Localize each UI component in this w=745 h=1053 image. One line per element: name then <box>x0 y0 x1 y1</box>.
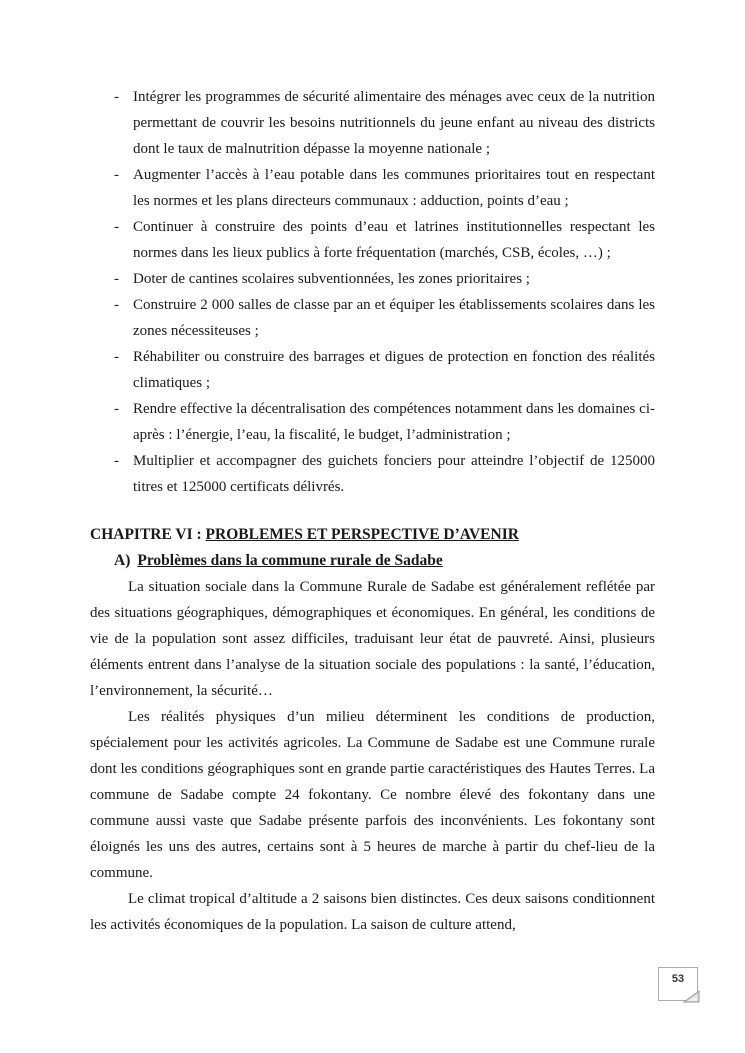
bullet-dash: - <box>114 453 119 469</box>
bullet-dash: - <box>114 89 119 105</box>
list-item-text: Continuer à construire des points d’eau et latrines institutionnelles respectant les normes dans les lieux publics à forte fréquentation (marchés, CSB, écoles, …) ; <box>133 219 655 261</box>
bullet-list <box>90 84 655 500</box>
paragraph: La situation sociale dans la Commune Rurale de Sadabe est généralement reflétée par des situations géographiques, démographiques et économiques. En général, les conditions de vie de la population sont assez difficiles, traduisant leur état de pauvreté. Ainsi, plusieurs éléments entrent dans l’analyse de la situation sociale des populations : la santé, l’éducation, l’environnement, la sécurité… <box>90 579 655 699</box>
section-label: A) <box>114 552 131 569</box>
list-item <box>90 344 655 396</box>
chapter-prefix: CHAPITRE VI : <box>90 526 206 543</box>
list-item <box>90 84 655 162</box>
list-item <box>90 266 655 292</box>
chapter-heading <box>90 522 655 548</box>
list-item-text: Doter de cantines scolaires subventionnées, les zones prioritaires ; <box>133 271 530 287</box>
paragraph: Les réalités physiques d’un milieu déterminent les conditions de production, spécialement pour les activités agricoles. La Commune de Sadabe est une Commune rurale dont les conditions géographiques sont en grande partie caractéristiques des Hautes Terres. La commune de Sadabe compte 24 fokontany. Ce nombre élevé des fokontany dans une commune aussi vaste que Sadabe présente parfois des inconvénients. Les fokontany sont éloignés les uns des autres, certains sont à 5 heures de marche à partir du chef-lieu de la commune. <box>90 709 655 881</box>
list-item-text: Réhabiliter ou construire des barrages et digues de protection en fonction des réalités climatiques ; <box>133 349 655 391</box>
page-number-box <box>658 967 698 1001</box>
list-item <box>90 396 655 448</box>
bullet-dash: - <box>114 167 119 183</box>
bullet-dash: - <box>114 401 119 417</box>
paragraph: Le climat tropical d’altitude a 2 saisons bien distinctes. Ces deux saisons conditionnent les activités économiques de la population. La saison de culture attend, <box>90 891 655 933</box>
list-item-text: Construire 2 000 salles de classe par an et équiper les établissements scolaires dans les zones nécessiteuses ; <box>133 297 655 339</box>
page-number: 53 <box>671 973 685 985</box>
folded-corner-icon <box>682 989 702 1006</box>
bullet-dash: - <box>114 297 119 313</box>
bullet-dash: - <box>114 271 119 287</box>
list-item-text: Intégrer les programmes de sécurité alimentaire des ménages avec ceux de la nutrition permettant de couvrir les besoins nutritionnels du jeune enfant au niveau des districts dont le taux de malnutrition dépasse la moyenne nationale ; <box>133 89 655 157</box>
chapter-title: PROBLEMES ET PERSPECTIVE D’AVENIR <box>205 526 519 543</box>
section-title: Problèmes dans la commune rurale de Sadabe <box>137 552 443 569</box>
list-item-text: Multiplier et accompagner des guichets fonciers pour atteindre l’objectif de 125000 titres et 125000 certificats délivrés. <box>133 453 655 495</box>
bullet-dash: - <box>114 219 119 235</box>
list-item-text: Rendre effective la décentralisation des compétences notamment dans les domaines ci-après : l’énergie, l’eau, la fiscalité, le budget, l’administration ; <box>133 401 655 443</box>
bullet-dash: - <box>114 349 119 365</box>
list-item <box>90 214 655 266</box>
list-item <box>90 292 655 344</box>
list-item <box>90 448 655 500</box>
list-item-text: Augmenter l’accès à l’eau potable dans les communes prioritaires tout en respectant les normes et les plans directeurs communaux : adduction, points d’eau ; <box>133 167 655 209</box>
list-item <box>90 162 655 214</box>
section-heading <box>90 548 655 574</box>
